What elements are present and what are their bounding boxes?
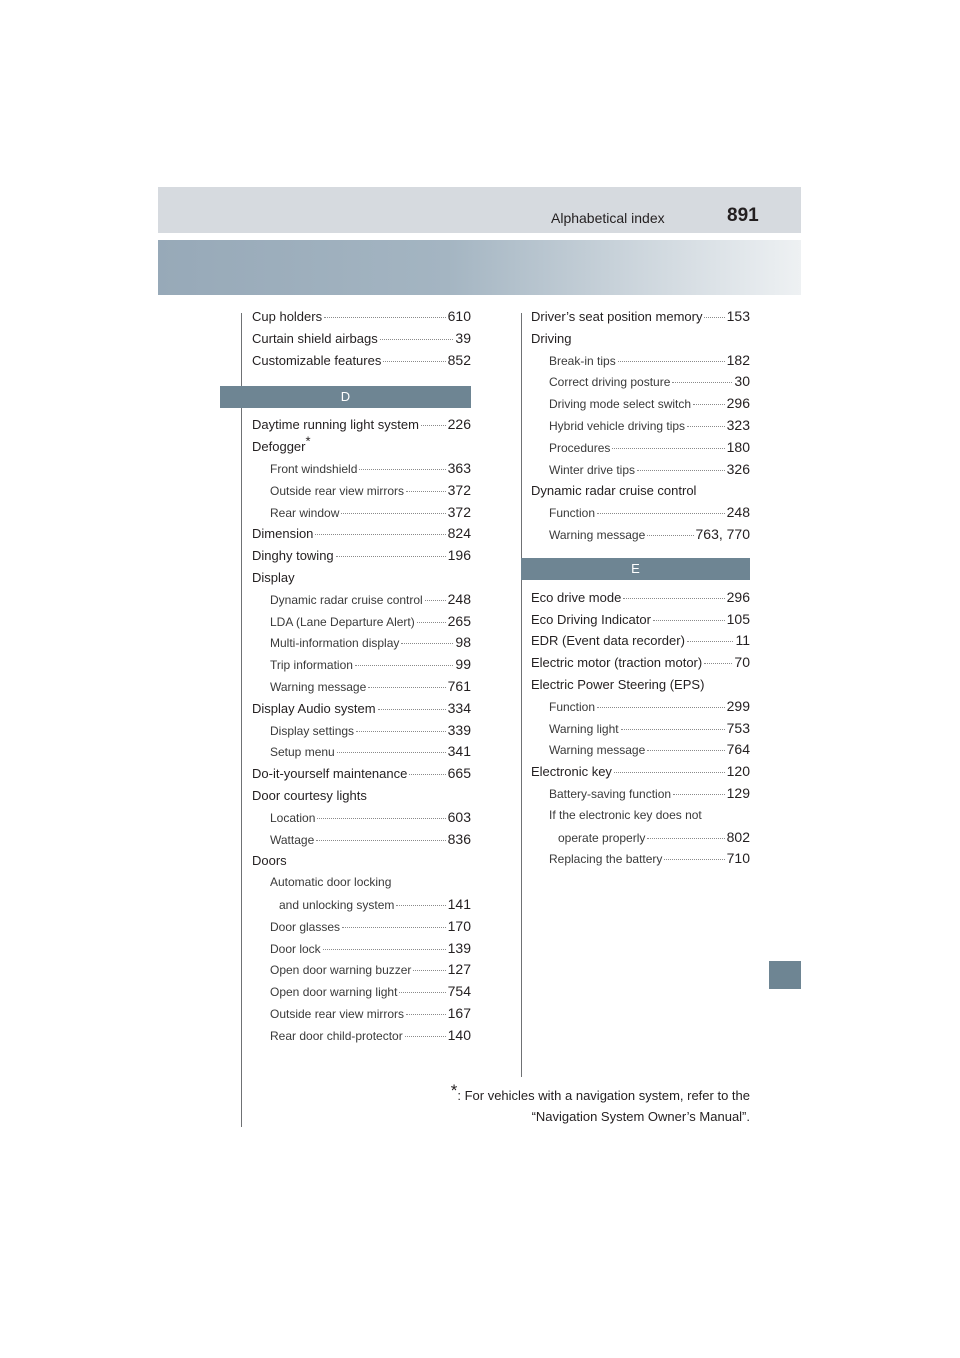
index-entry: Driver’s seat position memory 153 [531,308,750,324]
index-entry: Driving [531,330,572,346]
footnote [300,1081,750,1127]
section-header-d: D [220,386,471,408]
index-subentry: Open door warning buzzer 127 [270,961,471,978]
index-entry: Door courtesy lights [252,787,367,803]
index-entry: Curtain shield airbags 39 [252,329,471,346]
index-entry: Eco drive mode 296 [531,588,750,605]
index-subentry: Front windshield 363 [270,459,471,476]
index-subentry: Location 603 [270,808,471,825]
index-subentry: Warning message 761 [270,677,471,694]
index-subentry: Hybrid vehicle driving tips 323 [549,416,750,433]
header-gradient-band [158,240,801,295]
index-entry: Dynamic radar cruise control [531,483,697,499]
index-entry: Eco Driving Indicator 105 [531,610,750,627]
index-entry: Cup holders 610 [252,308,471,324]
footnote-asterisk: * [450,1081,458,1100]
chapter-side-tab [769,961,801,989]
index-subentry: Display settings 339 [270,721,471,738]
index-subentry: Battery-saving function 129 [549,784,750,801]
index-subentry-continued: and unlocking system 141 [279,895,471,912]
index-subentry: Warning light 753 [549,719,750,736]
index-entry: Do-it-yourself maintenance 665 [252,765,471,782]
index-subentry: Function 248 [549,504,750,521]
index-subentry: Function 299 [549,697,750,714]
page-title: Alphabetical index [551,210,665,226]
left-column-rule [241,313,242,1127]
index-subentry: Driving mode select switch 296 [549,395,750,412]
index-subentry: Outside rear view mirrors 372 [270,481,471,498]
right-column [531,306,750,870]
index-subentry: LDA (Lane Departure Alert) 265 [270,612,471,629]
index-subentry: Rear window 372 [270,503,471,520]
index-entry: Daytime running light system 226 [252,416,471,433]
index-subentry: Open door warning light 754 [270,983,471,1000]
index-subentry: Trip information 99 [270,656,471,673]
index-subentry: Winter drive tips 326 [549,460,750,477]
index-entry: Customizable features 852 [252,351,471,368]
section-header-e: E [521,558,750,580]
index-subentry: Setup menu 341 [270,743,471,760]
footnote-asterisk: * [305,433,311,449]
left-column [252,306,471,1047]
index-subentry: Correct driving posture 30 [549,373,750,390]
index-subentry: Dynamic radar cruise control 248 [270,590,471,607]
index-subentry: Replacing the battery 710 [549,850,750,867]
middle-column-rule [521,313,522,1077]
index-subentry: Warning message 763, 770 [549,525,750,542]
index-subentry: Automatic door locking [270,875,392,890]
index-subentry: If the electronic key does not [549,807,702,822]
index-entry: Electric motor (traction motor) 70 [531,654,750,671]
index-subentry: Door lock 139 [270,939,471,956]
page-number: 891 [727,205,759,226]
index-subentry: Multi-information display 98 [270,634,471,651]
index-entry: Defogger* [252,433,311,455]
index-subentry: Warning message 764 [549,741,750,758]
header-bar [158,187,801,233]
index-entry: Doors [252,853,287,869]
index-subentry: Outside rear view mirrors 167 [270,1004,471,1021]
index-entry: Dimension 824 [252,525,471,542]
index-entry: Display Audio system 334 [252,699,471,716]
index-entry: Display [252,569,295,585]
footnote-line-2: “Navigation System Owner’s Manual”. [531,1109,750,1124]
index-subentry-continued: operate properly 802 [558,828,750,845]
index-subentry: Procedures 180 [549,438,750,455]
index-entry: Dinghy towing 196 [252,547,471,564]
footnote-line-1: *: For vehicles with a navigation system, refer to the [450,1081,750,1103]
index-entry: EDR (Event data recorder) 11 [531,632,750,649]
index-entry: Electronic key 120 [531,763,750,780]
index-subentry: Door glasses 170 [270,917,471,934]
index-subentry: Wattage 836 [270,830,471,847]
index-entry: Electric Power Steering (EPS) [531,676,705,692]
index-subentry: Break-in tips 182 [549,351,750,368]
index-subentry: Rear door child-protector 140 [270,1026,471,1043]
